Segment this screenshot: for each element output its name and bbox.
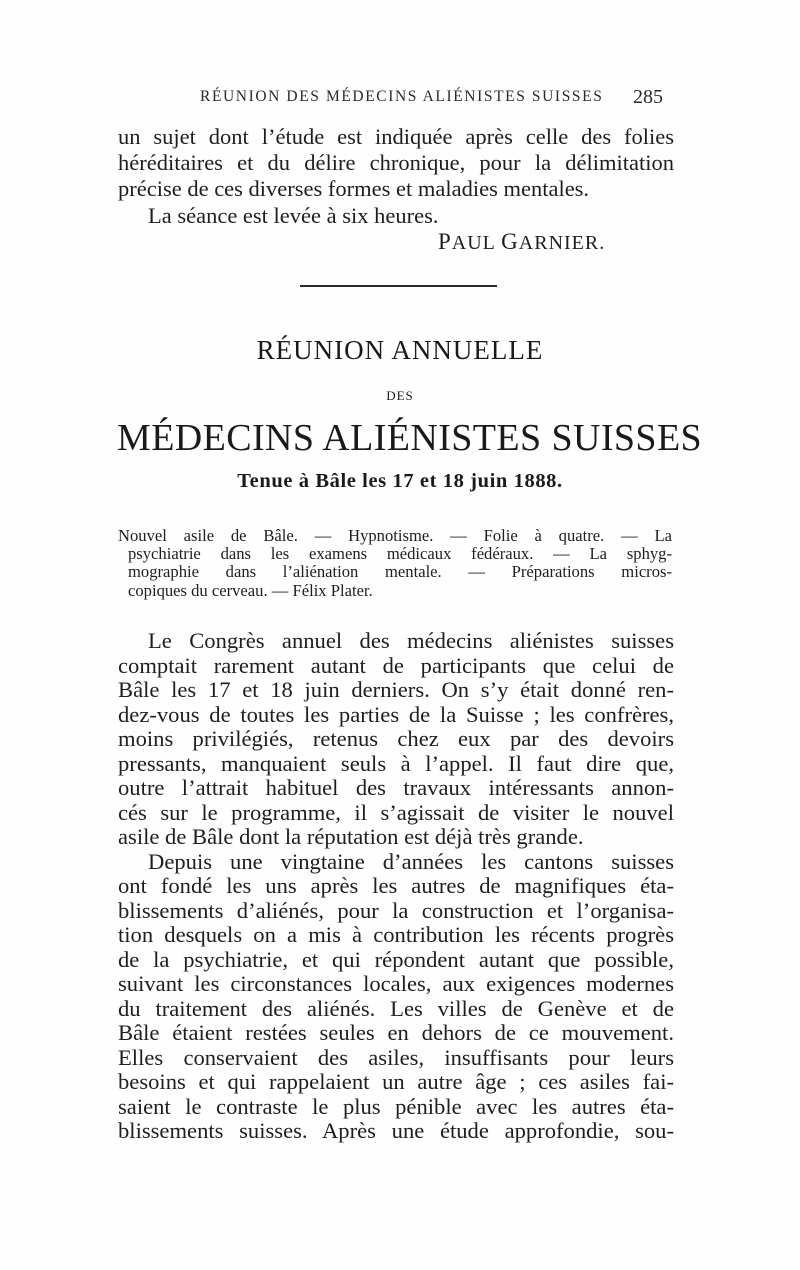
article-title-line1: RÉUNION ANNUELLE (256, 335, 544, 365)
text-line: ont fondé les uns après les autres de magnifiques éta- (118, 874, 674, 898)
text-line: comptait rarement autant de participants que celui de (118, 653, 674, 678)
text-line: blissements suisses. Après une étude approfondie, sou- (118, 1119, 674, 1143)
text-line: cés sur le programme, il s’agissait de visiter le nouvel (118, 800, 674, 825)
text-line: Bâle les 17 et 18 juin derniers. On s’y était donné ren- (118, 678, 674, 702)
text-line: asile de Bâle dont la réputation est déjà très grande. (118, 825, 584, 849)
text-line: pressants, manquaient seuls à l’appel. Il faut dire que, (118, 751, 674, 776)
running-head: RÉUNION DES MÉDECINS ALIÉNISTES SUISSES (200, 88, 604, 105)
text-line: tion desquels on a mis à contribution les récents progrès (118, 923, 674, 947)
article-subtitle: Tenue à Bâle les 17 et 18 juin 1888. (237, 470, 563, 492)
page-number: 285 (633, 86, 663, 108)
summary-line: mographie dans l’aliénation mentale. — Préparations micros- (128, 563, 672, 582)
text-line: Elles conservaient des asiles, insuffisants pour leurs (118, 1045, 674, 1070)
summary-line: Nouvel asile de Bâle. — Hypnotisme. — Folie à quatre. — La (118, 527, 672, 545)
text-line: héréditaires et du délire chronique, pour la délimitation (118, 150, 674, 176)
main-text (118, 629, 674, 1144)
text-line: blissements d’aliénés, pour la construction et l’organisa- (118, 898, 674, 923)
section-divider (300, 285, 497, 287)
intro-paragraph (118, 124, 674, 229)
text-line: La séance est levée à six heures. (148, 202, 439, 228)
summary-line: copiques du cerveau. — Félix Plater. (128, 581, 373, 600)
author-signature: PAUL GARNIER. (438, 229, 606, 254)
text-line: saient le contraste le plus pénible avec les autres éta- (118, 1094, 674, 1119)
text-line: un sujet dont l’étude est indiquée après celle des folies (118, 124, 674, 149)
text-line: de la psychiatrie, et qui répondent autant que possible, (118, 947, 674, 972)
text-line: outre l’attrait habituel des travaux intéressants annon- (118, 776, 674, 800)
text-line: Le Congrès annuel des médecins aliénistes suisses (148, 629, 674, 653)
text-line: besoins et qui rappelaient un autre âge ; ces asiles fai- (118, 1070, 674, 1094)
article-summary (118, 527, 672, 600)
text-line: du traitement des aliénés. Les villes de Genève et de (118, 996, 674, 1021)
article-title-main: MÉDECINS ALIÉNISTES SUISSES (117, 417, 703, 459)
text-line: dez-vous de toutes les parties de la Suisse ; les confrères, (118, 702, 674, 727)
article-title-line2: DES (386, 388, 414, 403)
text-line: suivant les circonstances locales, aux exigences modernes (118, 972, 674, 996)
summary-line: psychiatrie dans les examens médicaux fédéraux. — La sphyg- (128, 545, 672, 564)
text-line: Bâle étaient restées seules en dehors de ce mouvement. (118, 1021, 674, 1045)
text-line: moins privilégiés, retenus chez eux par des devoirs (118, 727, 674, 751)
text-line: précise de ces diverses formes et maladies mentales. (118, 176, 590, 202)
text-line: Depuis une vingtaine d’années les cantons suisses (148, 849, 674, 874)
